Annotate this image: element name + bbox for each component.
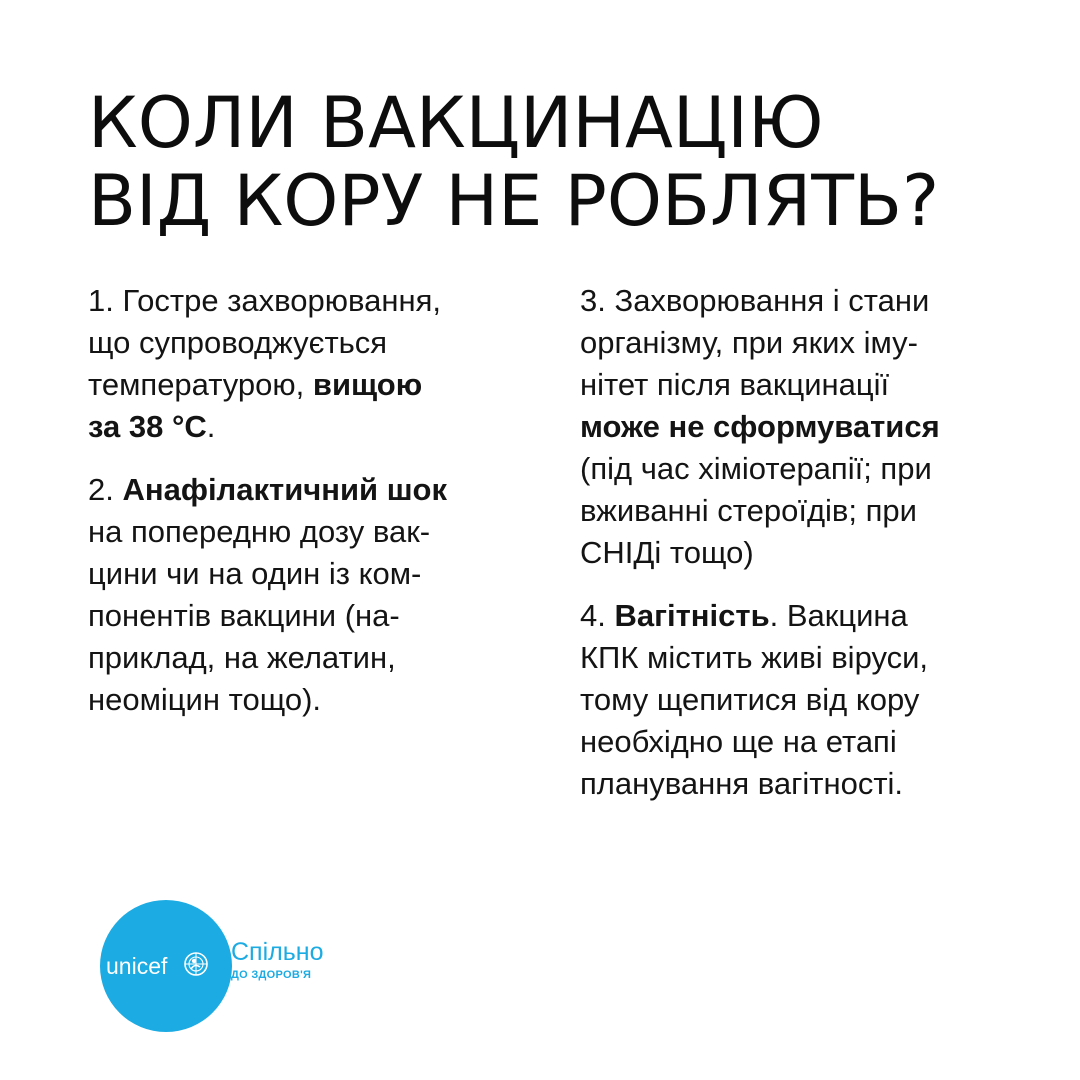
page-title: [88, 84, 1048, 240]
item-1-line: що супроводжується: [88, 325, 388, 360]
item-4-bold: Вагітність: [614, 598, 770, 633]
logo-block: [78, 886, 378, 1046]
item-4-line: КПК містить живі віруси,: [580, 640, 929, 675]
item-2-line: неоміцин тощо).: [88, 682, 322, 717]
item-4-text: . Вакцина: [769, 598, 908, 633]
item-3-line: СНІДі тощо): [580, 535, 754, 570]
item-2-line: приклад, на желатин,: [88, 640, 396, 675]
item-4-line: [580, 595, 1040, 637]
item-1-bold: вищою: [312, 367, 423, 402]
unicef-wordmark: unicef: [106, 953, 168, 979]
item-2-line: на попередню дозу вак-: [88, 514, 431, 549]
item-1-text: температурою,: [88, 367, 313, 402]
item-2-text: 2.: [88, 472, 123, 507]
item-2-line: понентів вакцини (на-: [88, 598, 400, 633]
unicef-logo: [78, 886, 238, 1046]
item-3-line: організму, при яких іму-: [580, 325, 918, 360]
list-item-2: [88, 469, 548, 721]
item-3-line: (під час хіміотерапії; при: [580, 451, 932, 486]
item-3-line: вживанні стероїдів; при: [580, 493, 917, 528]
title-line-1: КОЛИ ВАКЦИНАЦІЮ: [88, 82, 824, 164]
list-item-4: [580, 595, 1040, 805]
item-3-line: [580, 406, 1040, 448]
unicef-emblem-icon: [185, 953, 207, 975]
item-1-line: [88, 364, 548, 406]
brand-main: Спільно: [231, 938, 324, 966]
item-4-line: необхідно ще на етапі: [580, 724, 897, 759]
item-2-bold: Анафілактичний шок: [122, 472, 447, 507]
item-4-line: тому щепитися від кору: [580, 682, 920, 717]
item-4-line: планування вагітності.: [580, 766, 904, 801]
brand-sub: ДО ЗДОРОВ'Я: [231, 969, 312, 981]
item-2-line: цини чи на один із ком-: [88, 556, 422, 591]
list-item-3: [580, 280, 1040, 574]
brand-text: [231, 938, 323, 982]
item-1-bold: за 38 °С: [88, 409, 207, 444]
title-line-2: ВІД КОРУ НЕ РОБЛЯТЬ?: [88, 160, 940, 242]
right-column: [580, 280, 1040, 826]
item-1-line: [88, 406, 548, 448]
item-1-text: .: [206, 409, 216, 444]
item-3-line: 3. Захворювання і стани: [580, 283, 930, 318]
item-2-line: [88, 469, 548, 511]
list-item-1: [88, 280, 548, 448]
item-3-bold: може не сформуватися: [580, 409, 940, 444]
item-3-line: нітет після вакцинації: [580, 367, 890, 402]
item-1-line: 1. Гостре захворювання,: [88, 283, 442, 318]
left-column: [88, 280, 548, 742]
item-4-text: 4.: [580, 598, 615, 633]
